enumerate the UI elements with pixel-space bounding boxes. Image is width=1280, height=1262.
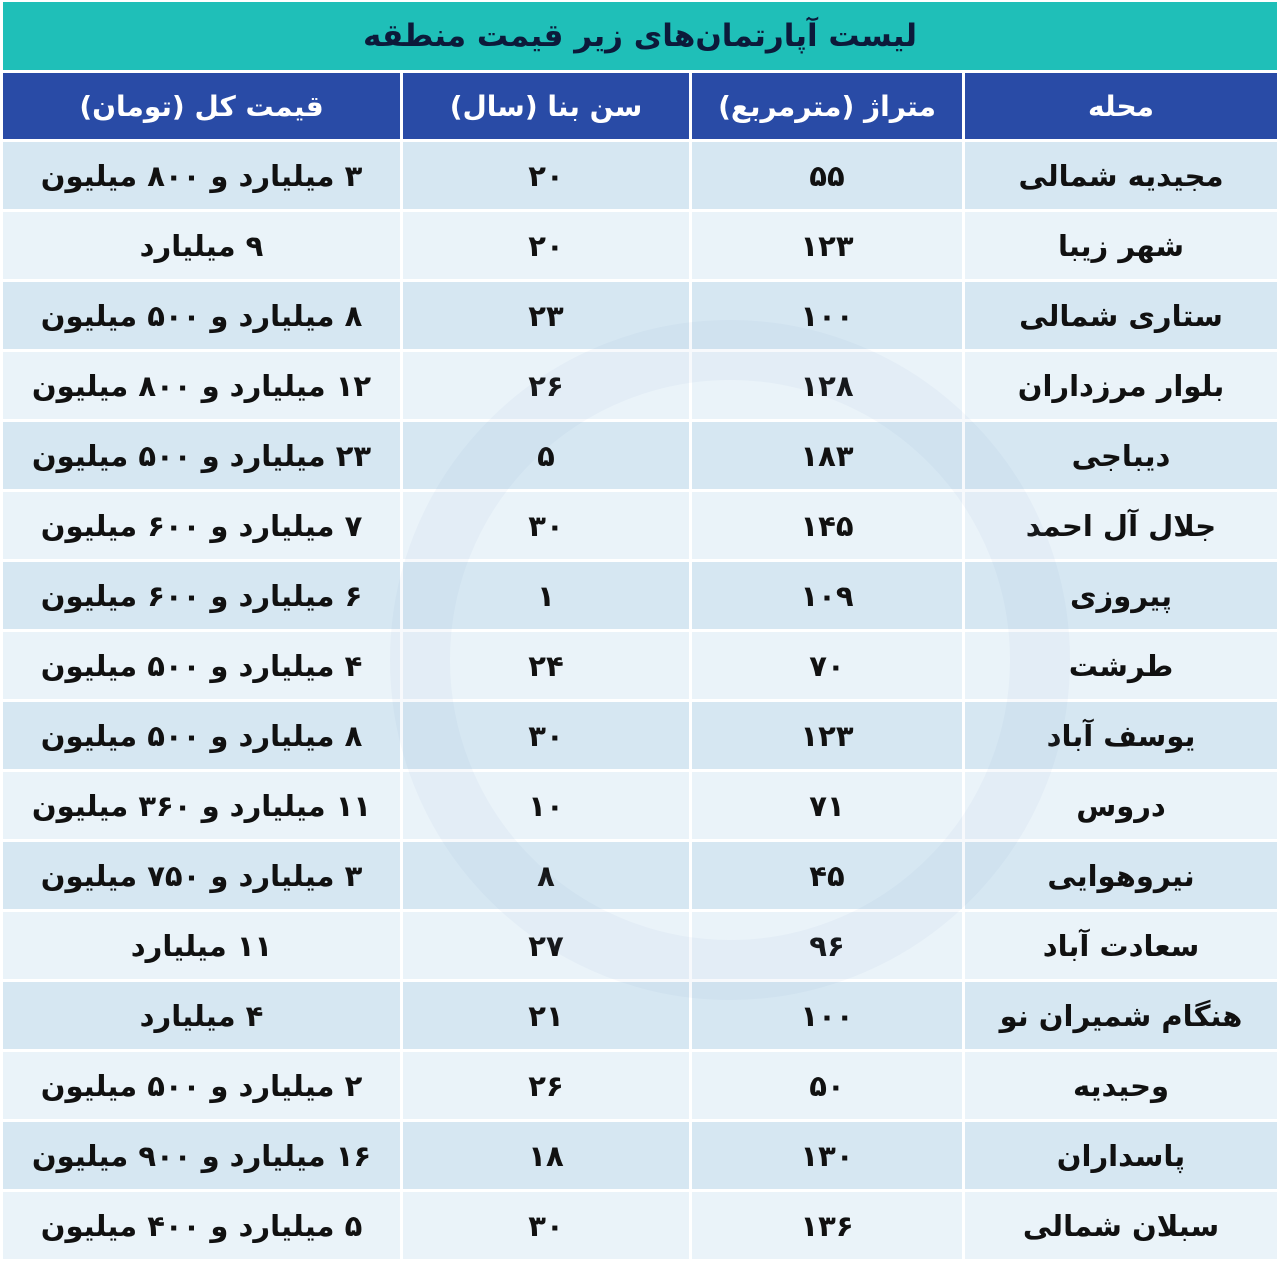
cell-area: ۷۰	[689, 632, 962, 702]
cell-neighborhood: وحیدیه	[962, 1052, 1277, 1122]
cell-area: ۱۰۰	[689, 282, 962, 352]
table-row	[3, 1052, 1277, 1122]
cell-total-price: ۶ میلیارد و ۶۰۰ میلیون	[3, 562, 400, 632]
table-row	[3, 842, 1277, 912]
table-row	[3, 772, 1277, 842]
cell-neighborhood: مجیدیه شمالی	[962, 142, 1277, 212]
cell-total-price: ۳ میلیارد و ۷۵۰ میلیون	[3, 842, 400, 912]
cell-area: ۱۲۳	[689, 702, 962, 772]
cell-total-price: ۱۲ میلیارد و ۸۰۰ میلیون	[3, 352, 400, 422]
cell-area: ۵۰	[689, 1052, 962, 1122]
cell-total-price: ۲ میلیارد و ۵۰۰ میلیون	[3, 1052, 400, 1122]
table-row	[3, 282, 1277, 352]
cell-area: ۱۸۳	[689, 422, 962, 492]
table-row	[3, 982, 1277, 1052]
cell-total-price: ۴ میلیارد	[3, 982, 400, 1052]
cell-neighborhood: جلال آل احمد	[962, 492, 1277, 562]
cell-neighborhood: دروس	[962, 772, 1277, 842]
cell-building-age: ۱۸	[400, 1122, 689, 1192]
cell-building-age: ۲۳	[400, 282, 689, 352]
cell-total-price: ۳ میلیارد و ۸۰۰ میلیون	[3, 142, 400, 212]
cell-building-age: ۲۴	[400, 632, 689, 702]
header-neighborhood: محله	[962, 73, 1277, 142]
cell-area: ۱۰۹	[689, 562, 962, 632]
table-title: لیست آپارتمان‌های زیر قیمت منطقه	[3, 2, 1277, 73]
cell-total-price: ۱۱ میلیارد و ۳۶۰ میلیون	[3, 772, 400, 842]
cell-total-price: ۸ میلیارد و ۵۰۰ میلیون	[3, 282, 400, 352]
cell-building-age: ۱	[400, 562, 689, 632]
cell-total-price: ۷ میلیارد و ۶۰۰ میلیون	[3, 492, 400, 562]
cell-building-age: ۲۶	[400, 352, 689, 422]
cell-total-price: ۵ میلیارد و ۴۰۰ میلیون	[3, 1192, 400, 1262]
header-total-price: قیمت کل (تومان)	[3, 73, 400, 142]
cell-neighborhood: نیروهوایی	[962, 842, 1277, 912]
cell-building-age: ۳۰	[400, 702, 689, 772]
cell-area: ۱۰۰	[689, 982, 962, 1052]
cell-building-age: ۳۰	[400, 492, 689, 562]
cell-neighborhood: بلوار مرزداران	[962, 352, 1277, 422]
cell-building-age: ۲۰	[400, 212, 689, 282]
cell-area: ۱۴۵	[689, 492, 962, 562]
table-row	[3, 212, 1277, 282]
cell-total-price: ۸ میلیارد و ۵۰۰ میلیون	[3, 702, 400, 772]
cell-neighborhood: پاسداران	[962, 1122, 1277, 1192]
cell-building-age: ۱۰	[400, 772, 689, 842]
table-row	[3, 562, 1277, 632]
cell-building-age: ۵	[400, 422, 689, 492]
table-row	[3, 142, 1277, 212]
cell-total-price: ۱۱ میلیارد	[3, 912, 400, 982]
table-row	[3, 632, 1277, 702]
table-row	[3, 352, 1277, 422]
cell-total-price: ۹ میلیارد	[3, 212, 400, 282]
table-row	[3, 422, 1277, 492]
cell-area: ۱۳۶	[689, 1192, 962, 1262]
table-row	[3, 492, 1277, 562]
table-row	[3, 1192, 1277, 1262]
cell-area: ۷۱	[689, 772, 962, 842]
cell-area: ۱۲۸	[689, 352, 962, 422]
cell-neighborhood: پیروزی	[962, 562, 1277, 632]
table-body	[3, 142, 1277, 1262]
cell-area: ۵۵	[689, 142, 962, 212]
cell-building-age: ۲۶	[400, 1052, 689, 1122]
table-row	[3, 702, 1277, 772]
cell-area: ۹۶	[689, 912, 962, 982]
header-row	[3, 73, 1277, 142]
cell-building-age: ۳۰	[400, 1192, 689, 1262]
cell-total-price: ۲۳ میلیارد و ۵۰۰ میلیون	[3, 422, 400, 492]
cell-neighborhood: شهر زیبا	[962, 212, 1277, 282]
table-row	[3, 1122, 1277, 1192]
cell-area: ۱۲۳	[689, 212, 962, 282]
cell-building-age: ۲۷	[400, 912, 689, 982]
cell-neighborhood: هنگام شمیران نو	[962, 982, 1277, 1052]
apartments-table	[3, 73, 1277, 1262]
cell-neighborhood: سبلان شمالی	[962, 1192, 1277, 1262]
cell-neighborhood: سعادت آباد	[962, 912, 1277, 982]
cell-area: ۱۳۰	[689, 1122, 962, 1192]
cell-building-age: ۲۰	[400, 142, 689, 212]
cell-total-price: ۱۶ میلیارد و ۹۰۰ میلیون	[3, 1122, 400, 1192]
cell-area: ۴۵	[689, 842, 962, 912]
cell-neighborhood: دیباجی	[962, 422, 1277, 492]
cell-total-price: ۴ میلیارد و ۵۰۰ میلیون	[3, 632, 400, 702]
cell-building-age: ۸	[400, 842, 689, 912]
cell-neighborhood: طرشت	[962, 632, 1277, 702]
header-building-age: سن بنا (سال)	[400, 73, 689, 142]
table-row	[3, 912, 1277, 982]
cell-building-age: ۲۱	[400, 982, 689, 1052]
cell-neighborhood: ستاری شمالی	[962, 282, 1277, 352]
header-area: متراژ (مترمربع)	[689, 73, 962, 142]
cell-neighborhood: یوسف آباد	[962, 702, 1277, 772]
